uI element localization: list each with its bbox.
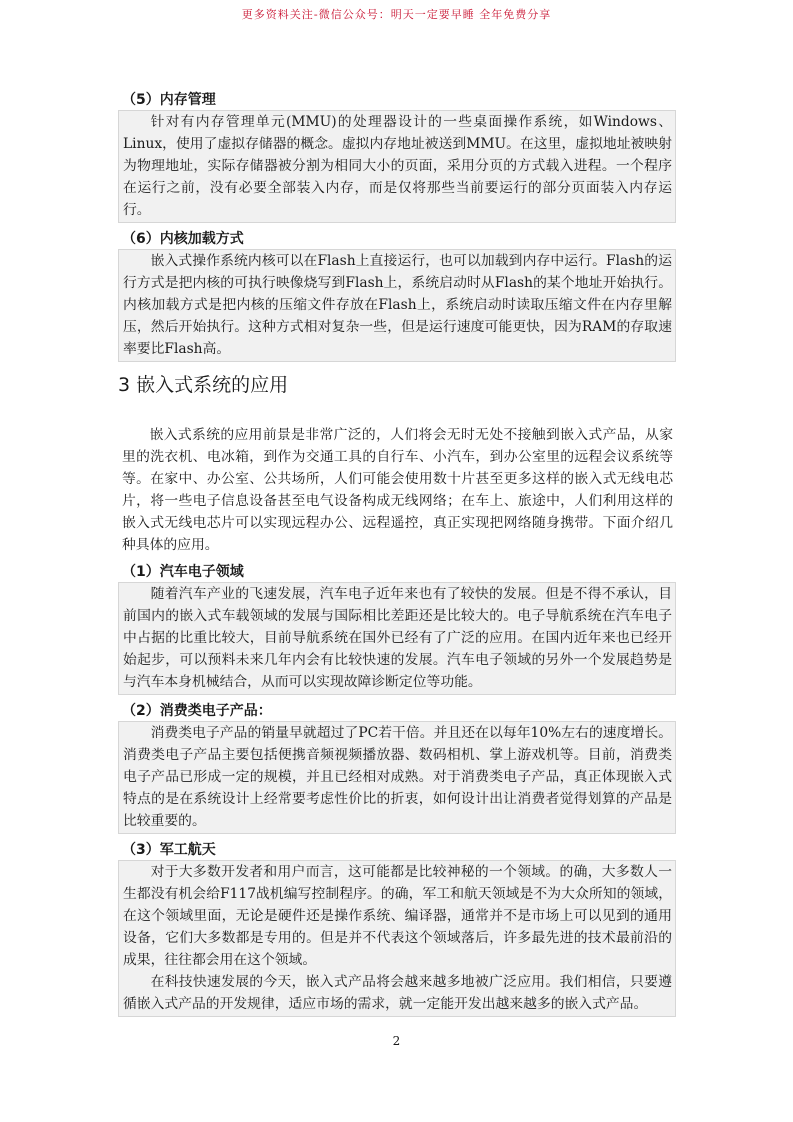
paragraph: 消费类电子产品的销量早就超过了PC若干倍。并且还在以每年10%左右的速度增长。消费类电子产品主要包括便携音频视频播放器、数码相机、掌上游戏机等。目前，消费类电子产品已形成一定的规模，并且已经相对成熟。对于消费类电子产品，真正体现嵌入式特点的是在系统设计上经常要考虑性价比的折衷，如何设计出让消费者觉得划算的产品是比较重要的。 [123,725,672,829]
paragraph: 嵌入式操作系统内核可以在Flash上直接运行，也可以加载到内存中运行。Flash的运行方式是把内核的可执行映像烧写到Flash上，系统启动时从Flash的某个地址开始执行。内核加载方式是把内核的压缩文件存放在Flash上，系统启动时读取压缩文件在内存里解压，然后开始执行。这种方式相对复杂一些，但是运行速度可能更快，因为RAM的存取速率要比Flash高。 [123,253,672,357]
paragraph: 对于大多数开发者和用户而言，这可能都是比较神秘的一个领域。的确，大多数人一生都没有机会给F117战机编写控制程序。的确，军工和航天领域是不为大众所知的领域，在这个领域里面，无论是硬件还是操作系统、编译器，通常并不是市场上可以见到的通用设备，它们大多数都是专用的。但是并不代表这个领域落后，许多最先进的技术最前沿的成果，往往都会用在这个领域。 [123,864,672,968]
paragraph: 针对有内存管理单元(MMU)的处理器设计的一些桌面操作系统，如Windows、Linux，使用了虚拟存储器的概念。虚拟内存地址被送到MMU。在这里，虚拟地址被映射为物理地址，实际存储器被分割为相同大小的页面，采用分页的方式载入进程。一个程序在运行之前，没有必要全部装入内存，而是仅将那些当前要运行的部分页面装入内存运行。 [123,114,672,218]
page-content [118,90,676,1023]
text-block-kernel-loading [118,249,676,362]
text-block-memory-management [118,110,676,223]
paragraph: 嵌入式系统的应用前景是非常广泛的，人们将会无时无处不接触到嵌入式产品，从家里的洗衣机、电冰箱，到作为交通工具的自行车、小汽车，到办公室里的远程会议系统等等。在家中、办公室、公共场所，人们可能会使用数十片甚至更多这样的嵌入式无线电芯片，将一些电子信息设备甚至电气设备构成无线网络；在车上、旅途中，人们利用这样的嵌入式无线电芯片可以实现远程办公、远程遥控，真正实现把网络随身携带。下面介绍几种具体的应用。 [122,427,673,553]
heading-memory-management: （5）内存管理 [122,92,216,108]
heading-military-aerospace: （3）军工航天 [122,842,216,858]
chapter-title: 3 嵌入式系统的应用 [118,374,289,396]
top-banner: 更多资料关注-微信公众号：明天一定要早睡 全年免费分享 [241,8,552,21]
text-block-automotive [118,582,676,695]
heading-kernel-loading: （6）内核加载方式 [122,231,244,247]
text-block-consumer-electronics [118,721,676,834]
heading-automotive: （1）汽车电子领域 [122,564,244,580]
heading-consumer-electronics: （2）消费类电子产品： [122,703,272,719]
page-number: 2 [392,1034,401,1048]
text-block-military-aerospace [118,860,676,1017]
chapter-intro [118,424,676,556]
paragraph: 随着汽车产业的飞速发展，汽车电子近年来也有了较快的发展。但是不得不承认，目前国内的嵌入式车载领域的发展与国际相比差距还是比较大的。电子导航系统在汽车电子中占据的比重比较大，目前导航系统在国外已经有了广泛的应用。在国内近年来也已经开始起步，可以预料未来几年内会有比较快速的发展。汽车电子领域的另外一个发展趋势是与汽车本身机械结合，从而可以实现故障诊断定位等功能。 [123,586,672,690]
paragraph: 在科技快速发展的今天，嵌入式产品将会越来越多地被广泛应用。我们相信，只要遵循嵌入式产品的开发规律，适应市场的需求，就一定能开发出越来越多的嵌入式产品。 [123,974,672,1012]
